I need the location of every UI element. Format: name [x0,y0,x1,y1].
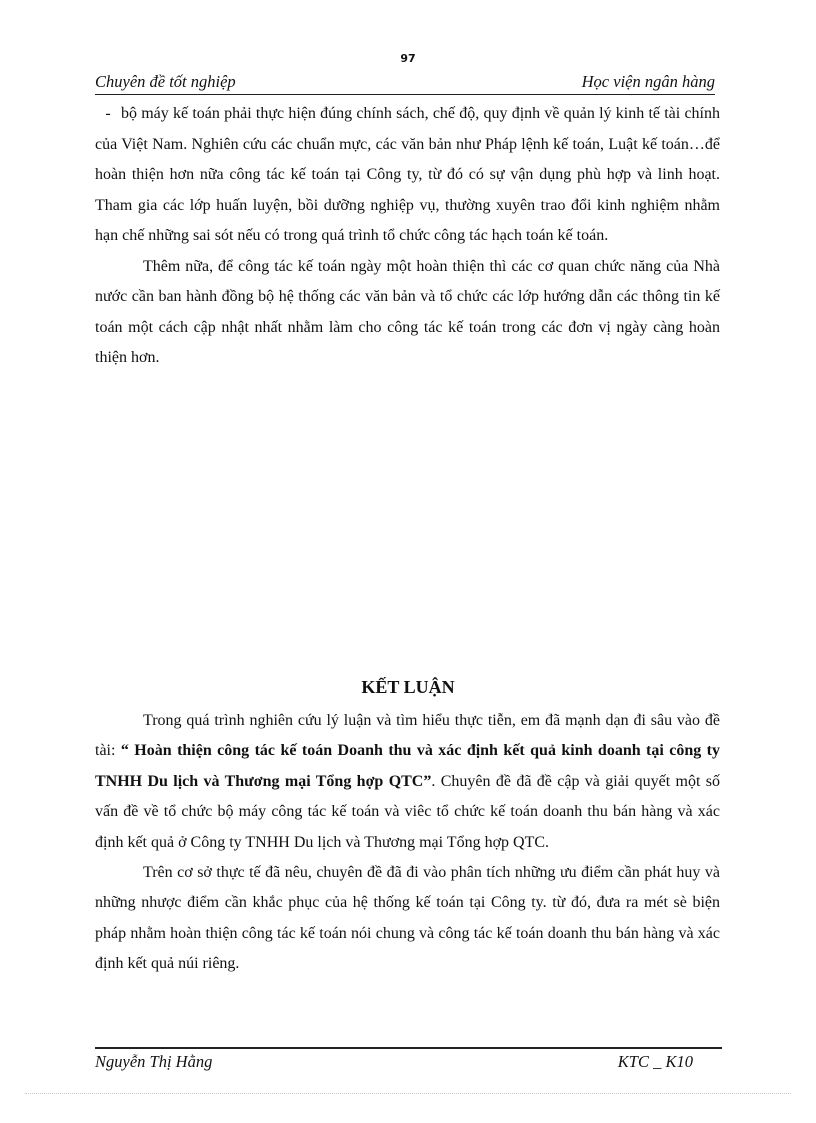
thesis-topic: “ Hoàn thiện công tác kế toán Doanh thu và xác định kết quả kinh doanh tại công ty TNHH Du lịch và Thương mại Tổng hợp QTC” [95,742,721,790]
header-right: Học viện ngân hàng [581,72,715,91]
footer-author: Nguyễn Thị Hằng [95,1052,213,1071]
bullet-dash: - [105,105,111,122]
page-number: 97 [400,52,416,65]
section-recommendations [95,99,720,374]
page-bottom-border [25,1093,791,1094]
bullet-paragraph [95,99,720,252]
conclusion-paragraph-2: Trên cơ sở thực tế đã nêu, chuyên đề đã đi vào phân tích những ưu điểm cần phát huy và những nhược điểm cần khắc phục của hệ thống kế toán tại Công ty. từ đó, đưa ra mét sè biện pháp nhằm hoàn thiện công tác kế toán nói chung và công tác kế toán doanh thu bán hàng và xác định kết quả núi riêng. [95,864,720,973]
footer-rule [95,1047,722,1049]
conclusion-title: KẾT LUẬN [361,677,455,697]
header-left: Chuyên đề tốt nghiệp [95,72,236,91]
page-header [95,70,715,95]
footer-class: KTC _ K10 [617,1052,693,1071]
section-conclusion [95,706,720,980]
bullet-text: bộ máy kế toán phải thực hiện đúng chính sách, chế độ, quy định về quản lý kinh tế tài chính của Việt Nam. Nghiên cứu các chuẩn mực, các văn bản như Pháp lệnh kế toán, Luật kế toán…để hoàn thiện hơn nữa công tác kế toán tại Công ty, từ đó có sự vận dụng phù hợp và linh hoạt. Tham gia các lớp huấn luyện, bồi dưỡng nghiệp vụ, thường xuyên trao đổi kinh nghiệm nhằm hạn chế những sai sót nếu có trong quá trình tổ chức công tác hạch toán kế toán. [95,105,720,244]
p1-start: Trong quá trình nghiên cứu lý luận và tìm hiểu thực tiễn, em đã mạnh dạn đi sâu vào đề tài: [95,712,720,760]
paragraph-state-agencies: Thêm nữa, để công tác kế toán ngày một hoàn thiện thì các cơ quan chức năng của Nhà nước cần ban hành đồng bộ hệ thống các văn bản và tổ chức các lớp hướng dẫn các thông tin kế toán một cách cập nhật nhất nhằm làm cho công tác kế toán trong các đơn vị ngày càng hoàn thiện hơn. [95,257,720,366]
p1-end: . Chuyên đề đã đề cập và giải quyết một số vấn đề về tổ chức bộ máy công tác kế toán và viêc tổ chức kế toán doanh thu bán hàng và xác định kết quả ở Công ty TNHH Du lịch và Thương mại Tổng hợp QTC. [95,772,720,851]
conclusion-paragraph-1 [95,706,720,858]
